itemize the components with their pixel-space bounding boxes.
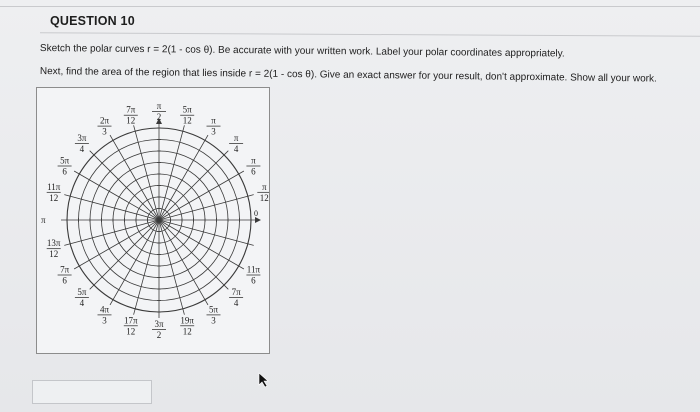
angle-denominator: 6: [251, 275, 256, 286]
angle-denominator: 4: [79, 143, 85, 154]
angle-numerator: 19π: [180, 315, 194, 326]
polar-ray: [110, 135, 159, 220]
angle-numerator: 5π: [182, 104, 192, 115]
angle-numerator: 4π: [99, 304, 110, 315]
angle-label: [152, 319, 166, 340]
angle-label: [207, 304, 221, 325]
angle-denominator: 3: [102, 126, 107, 137]
angle-label: [229, 133, 243, 154]
polar-graph-image: [36, 87, 270, 354]
angle-numerator: 2π: [99, 115, 110, 126]
angle-numerator: 5π: [60, 155, 70, 166]
top-rule-2: [40, 32, 700, 36]
angle-denominator: 12: [49, 249, 59, 260]
polar-ray: [159, 151, 228, 220]
angle-numerator: 11π: [47, 181, 61, 192]
polar-ray: [159, 220, 244, 269]
angle-label: [124, 105, 138, 126]
angle-denominator: 6: [62, 275, 67, 286]
polar-ray: [74, 220, 159, 269]
angle-label: [257, 182, 269, 203]
angle-denominator: 12: [182, 115, 192, 126]
angle-denominator: 4: [233, 143, 239, 154]
angle-numerator: 17π: [124, 315, 138, 326]
polar-grid: [37, 88, 269, 353]
angle-label: [180, 105, 194, 126]
angle-numerator: 7π: [126, 104, 136, 115]
top-rule-1: [0, 6, 700, 7]
angle-numerator: 7π: [60, 264, 70, 275]
polar-ray: [90, 220, 159, 289]
polar-ray: [159, 171, 244, 220]
angle-label: [246, 265, 260, 286]
angle-denominator: 3: [211, 126, 216, 137]
angle-label: [152, 101, 166, 122]
polar-ray: [159, 135, 208, 220]
angle-numerator: π: [262, 181, 267, 192]
angle-denominator: 3: [102, 315, 107, 326]
angle-label: [75, 133, 89, 154]
angle-label-zero: 0: [254, 209, 258, 218]
angle-label-pi: π: [41, 215, 46, 225]
angle-denominator: 4: [233, 298, 239, 309]
angle-label: [246, 156, 260, 177]
angle-label: [180, 315, 194, 336]
angle-label: [124, 315, 138, 336]
angle-numerator: π: [251, 155, 256, 166]
polar-ray: [159, 220, 208, 305]
angle-denominator: 12: [49, 192, 59, 203]
angle-denominator: 3: [211, 315, 216, 326]
angle-label: [47, 182, 61, 203]
angle-label: [98, 116, 112, 137]
angle-label: [98, 304, 112, 325]
angle-label: [58, 265, 72, 286]
angle-label: [75, 287, 89, 308]
angle-denominator: 12: [126, 115, 136, 126]
answer-input[interactable]: [32, 380, 152, 404]
instruction-area: Next, find the area of the region that lies inside r = 2(1 - cos θ). Give an exact answer for your result, don't approximate. Show all your work.: [39, 66, 657, 85]
angle-denominator: 2: [156, 330, 162, 340]
angle-numerator: 5π: [77, 287, 87, 298]
angle-denominator: 12: [259, 192, 269, 203]
polar-ray: [159, 220, 228, 289]
angle-numerator: π: [156, 101, 162, 111]
angle-numerator: 13π: [46, 238, 61, 249]
angle-numerator: π: [233, 132, 239, 143]
polar-ray: [74, 171, 159, 220]
angle-numerator: 5π: [208, 304, 219, 315]
angle-denominator: 6: [251, 166, 256, 177]
angle-numerator: 3π: [154, 319, 164, 329]
angle-denominator: 2: [156, 112, 162, 122]
angle-numerator: 11π: [246, 264, 261, 275]
angle-denominator: 12: [126, 326, 136, 337]
mouse-cursor-icon: [258, 372, 270, 388]
angle-label: [229, 287, 243, 308]
angle-numerator: 3π: [77, 132, 87, 143]
angle-denominator: 4: [79, 298, 85, 309]
instruction-sketch: Sketch the polar curves r = 2(1 - cos θ). Be accurate with your written work. Label your polar coordinates appropriately.: [39, 43, 565, 60]
polar-ray: [90, 151, 159, 220]
question-title: QUESTION 10: [50, 14, 135, 28]
polar-ray: [110, 220, 159, 305]
angle-numerator: 7π: [231, 287, 241, 298]
angle-label: [58, 156, 72, 177]
angle-label: [47, 238, 61, 259]
angle-denominator: 6: [62, 166, 67, 177]
angle-denominator: 12: [182, 326, 192, 337]
angle-label: [207, 116, 221, 137]
angle-numerator: π: [211, 115, 216, 126]
